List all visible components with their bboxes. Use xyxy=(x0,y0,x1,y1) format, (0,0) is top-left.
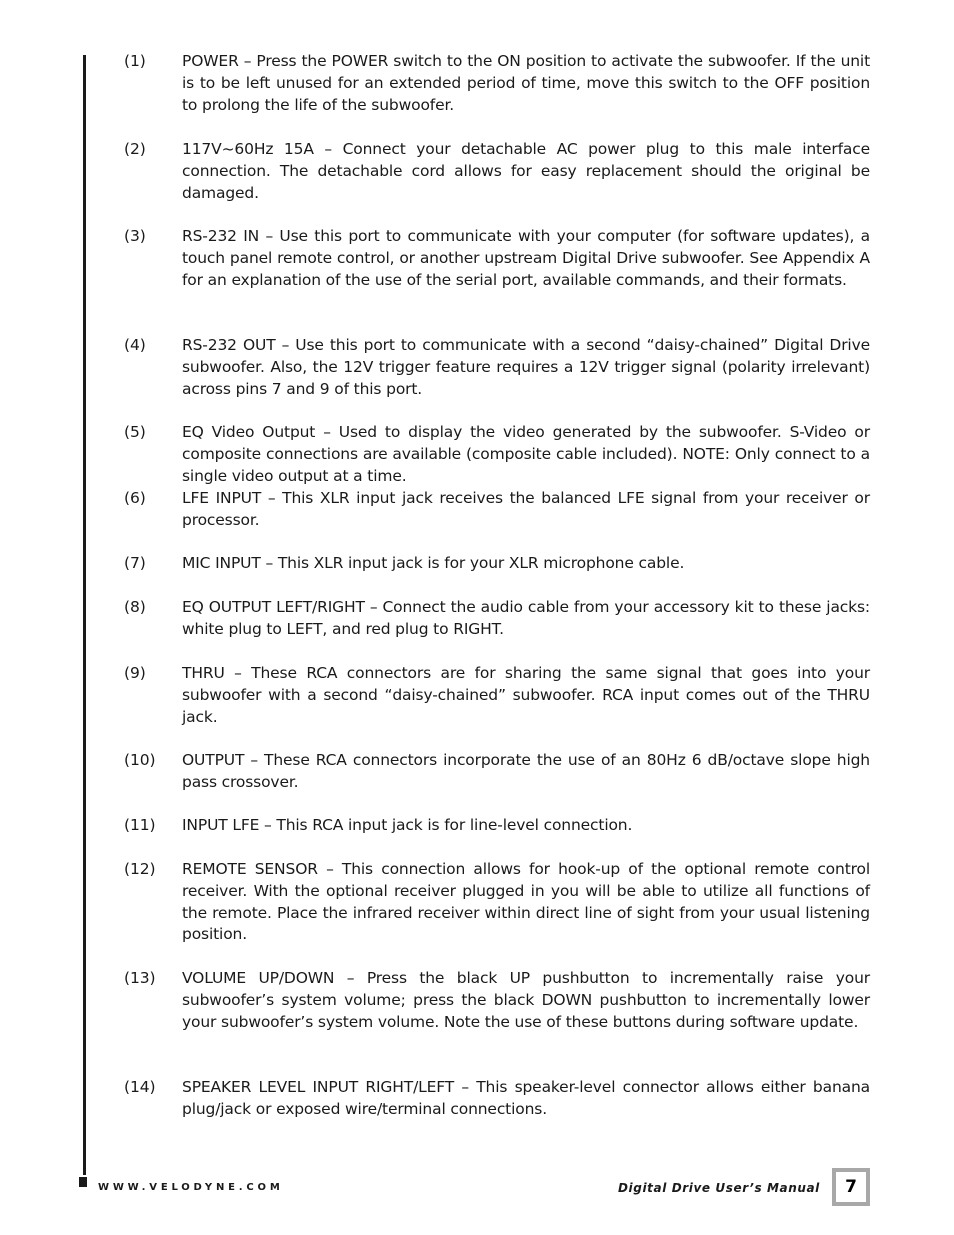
item-description: THRU – These RCA connectors are for sharing the same signal that goes into your subwoofer with a second “daisy-chained” subwoofer. RCA input comes out of the THRU jack. xyxy=(182,664,870,726)
item-number: (2) xyxy=(124,140,146,158)
page-number: 7 xyxy=(836,1172,866,1202)
item-number: (4) xyxy=(124,336,146,354)
item-description: RS-232 IN – Use this port to communicate with your computer (for software updates), a touch panel remote control, or another upstream Digital Drive subwoofer. See Appendix A for an explanation of the use of the serial port, available commands, and their formats. xyxy=(182,227,870,289)
item-description: SPEAKER LEVEL INPUT RIGHT/LEFT – This speaker-level connector allows either banana plug/jack or exposed wire/terminal connections. xyxy=(182,1078,870,1118)
item-number: (1) xyxy=(124,52,146,70)
item-description: LFE INPUT – This XLR input jack receives the balanced LFE signal from your receiver or processor. xyxy=(182,489,870,529)
item-description: INPUT LFE – This RCA input jack is for line-level connection. xyxy=(182,816,633,834)
item-description: VOLUME UP/DOWN – Press the black UP pushbutton to incrementally raise your subwoofer’s system volume; press the black DOWN pushbutton to incrementally lower your subwoofer’s system volume. Note the use of these buttons during software update. xyxy=(182,969,870,1031)
item-description: POWER – Press the POWER switch to the ON position to activate the subwoofer. If the unit is to be left unused for an extended period of time, move this switch to the OFF position to prolong the life of the subwoofer. xyxy=(182,52,870,114)
item-number: (3) xyxy=(124,227,146,245)
item-description: RS-232 OUT – Use this port to communicate with a second “daisy-chained” Digital Drive subwoofer. Also, the 12V trigger feature requires a 12V trigger signal (polarity irrelevant) across pins 7 and 9 of this port. xyxy=(182,336,870,398)
item-description: MIC INPUT – This XLR input jack is for your XLR microphone cable. xyxy=(182,554,685,572)
item-description: REMOTE SENSOR – This connection allows for hook-up of the optional remote control receiver. With the optional receiver plugged in you will be able to utilize all functions of the remote. Place the infrared receiver within direct line of sight from your usual listening position. xyxy=(182,860,870,944)
item-number: (14) xyxy=(124,1078,156,1096)
item-description: 117V~60Hz 15A – Connect your detachable AC power plug to this male interface connection. The detachable cord allows for easy replacement should the original be damaged. xyxy=(182,140,870,202)
item-number: (9) xyxy=(124,664,146,682)
item-number: (8) xyxy=(124,598,146,616)
left-margin-rule xyxy=(83,55,86,1175)
footer-manual-title: Digital Drive User’s Manual xyxy=(618,1181,820,1195)
margin-rule-end-mark xyxy=(79,1177,87,1187)
page-number-box xyxy=(832,1168,870,1206)
item-description: EQ OUTPUT LEFT/RIGHT – Connect the audio cable from your accessory kit to these jacks: white plug to LEFT, and red plug to RIGHT. xyxy=(182,598,870,638)
item-number: (12) xyxy=(124,860,156,878)
item-number: (7) xyxy=(124,554,146,572)
footer-website: WWW.VELODYNE.COM xyxy=(98,1182,284,1193)
item-number: (6) xyxy=(124,489,146,507)
item-description: EQ Video Output – Used to display the video generated by the subwoofer. S-Video or composite connections are available (composite cable included). NOTE: Only connect to a single video output at a time. xyxy=(182,423,870,485)
item-number: (10) xyxy=(124,751,156,769)
item-number: (5) xyxy=(124,423,146,441)
item-description: OUTPUT – These RCA connectors incorporate the use of an 80Hz 6 dB/octave slope high pass crossover. xyxy=(182,751,870,791)
item-number: (13) xyxy=(124,969,156,987)
item-number: (11) xyxy=(124,816,156,834)
